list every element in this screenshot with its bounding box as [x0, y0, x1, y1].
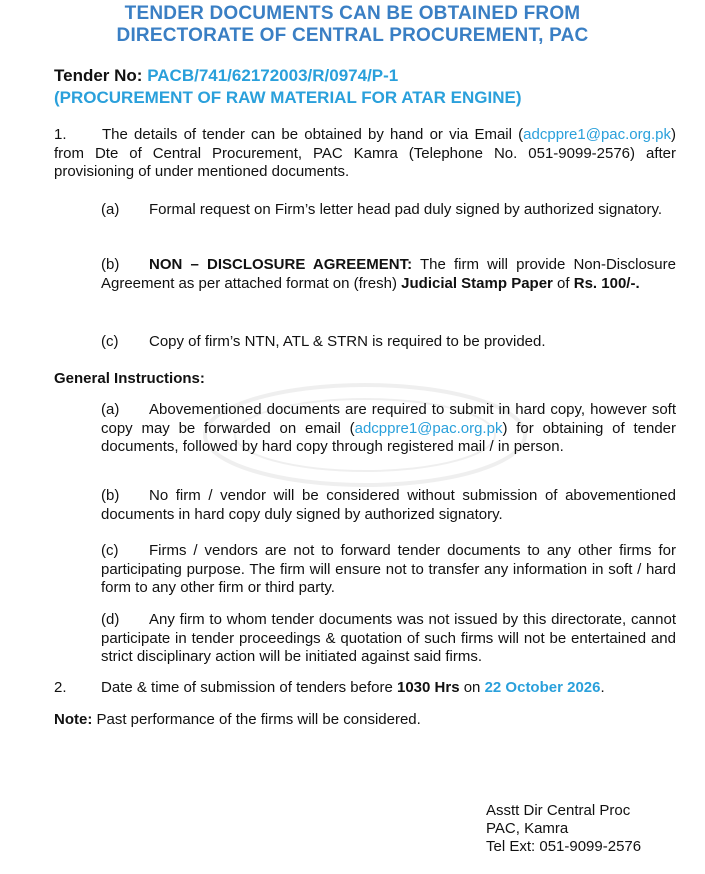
signature-block [486, 802, 641, 856]
item-text: Abovementioned documents are required to submit in hard copy, however soft copy may be forwarded on email ( [101, 401, 676, 437]
submission-date: 22 October 2026 [484, 679, 601, 696]
item-label: (c) [101, 542, 119, 559]
instruction-item-c [101, 542, 676, 598]
item-label: (a) [101, 401, 120, 418]
item-label: (b) [101, 256, 120, 273]
item-label: (b) [101, 487, 120, 504]
document-item-a [101, 201, 676, 220]
paragraph-text: on [459, 679, 485, 696]
instruction-item-b [101, 487, 676, 524]
item-text: Formal request on Firm’s letter head pad duly signed by authorized signatory. [149, 201, 663, 218]
paragraph-number: 1. [54, 126, 67, 143]
tender-subject: (PROCUREMENT OF RAW MATERIAL FOR ATAR ENGINE) [54, 88, 522, 107]
email-link[interactable]: adcppre1@pac.org.pk [354, 419, 503, 437]
tender-number-line [54, 66, 398, 86]
paragraph-text: Date & time of submission of tenders before [101, 679, 397, 696]
paragraph-text: . [600, 679, 605, 696]
note-line [54, 711, 421, 728]
nda-heading: NON – DISCLOSURE AGREEMENT: [149, 256, 413, 273]
general-instructions-heading: General Instructions: [54, 370, 205, 387]
item-text: ) for obtaining of tender documents, followed by hard copy through registered mail / in person. [101, 419, 677, 455]
signature-phone: Tel Ext: 051-9099-2576 [486, 838, 642, 855]
instruction-item-a [101, 401, 676, 457]
tender-label: Tender No: [54, 66, 148, 85]
item-text: Copy of firm’s NTN, ATL & STRN is required to be provided. [149, 333, 546, 350]
stamp-amount: Rs. 100/-. [573, 274, 640, 292]
document-item-b [101, 256, 676, 293]
signature-location: PAC, Kamra [486, 820, 569, 837]
email-link[interactable]: adcppre1@pac.org.pk [523, 126, 671, 143]
item-text: Firms / vendors are not to forward tender documents to any other firms for participating purpose. The firm will ensure not to transfer any information in soft / hard form to any other firm or third party. [101, 542, 676, 596]
submission-time: 1030 Hrs [396, 679, 460, 696]
paragraph-text: ) from Dte of Central Procurement, PAC Kamra (Telephone No. 051-9099-2576) after provisioning of under mentioned documents. [54, 126, 676, 180]
note-label: Note: [54, 711, 93, 728]
header-line-2: DIRECTORATE OF CENTRAL PROCUREMENT, PAC [116, 25, 589, 46]
paragraph-1 [54, 126, 676, 182]
instruction-item-d [101, 611, 676, 667]
item-label: (a) [101, 201, 120, 218]
item-label: (c) [101, 333, 119, 350]
header-line-1: TENDER DOCUMENTS CAN BE OBTAINED FROM [124, 3, 581, 24]
item-text: of [552, 274, 574, 292]
tender-number: PACB/741/62172003/R/0974/P-1 [147, 66, 399, 85]
item-text: Any firm to whom tender documents was not issued by this directorate, cannot participate in tender proceedings & quotation of such firms will not be entertained and strict disciplinary action will be initiated against said firms. [101, 611, 676, 665]
item-label: (d) [101, 611, 120, 628]
stamp-paper-text: Judicial Stamp Paper [401, 274, 553, 292]
note-text: Past performance of the firms will be considered. [92, 711, 421, 728]
item-text: The firm will provide Non-Disclosure Agreement as per attached format on (fresh) [101, 256, 676, 292]
document-item-c [101, 333, 676, 352]
paragraph-number: 2. [54, 679, 67, 696]
item-text: No firm / vendor will be considered without submission of abovementioned documents in hard copy duly signed by authorized signatory. [101, 487, 676, 523]
paragraph-text: The details of tender can be obtained by hand or via Email ( [102, 126, 524, 143]
signature-title: Asstt Dir Central Proc [486, 802, 631, 819]
submission-date-line [54, 679, 605, 696]
